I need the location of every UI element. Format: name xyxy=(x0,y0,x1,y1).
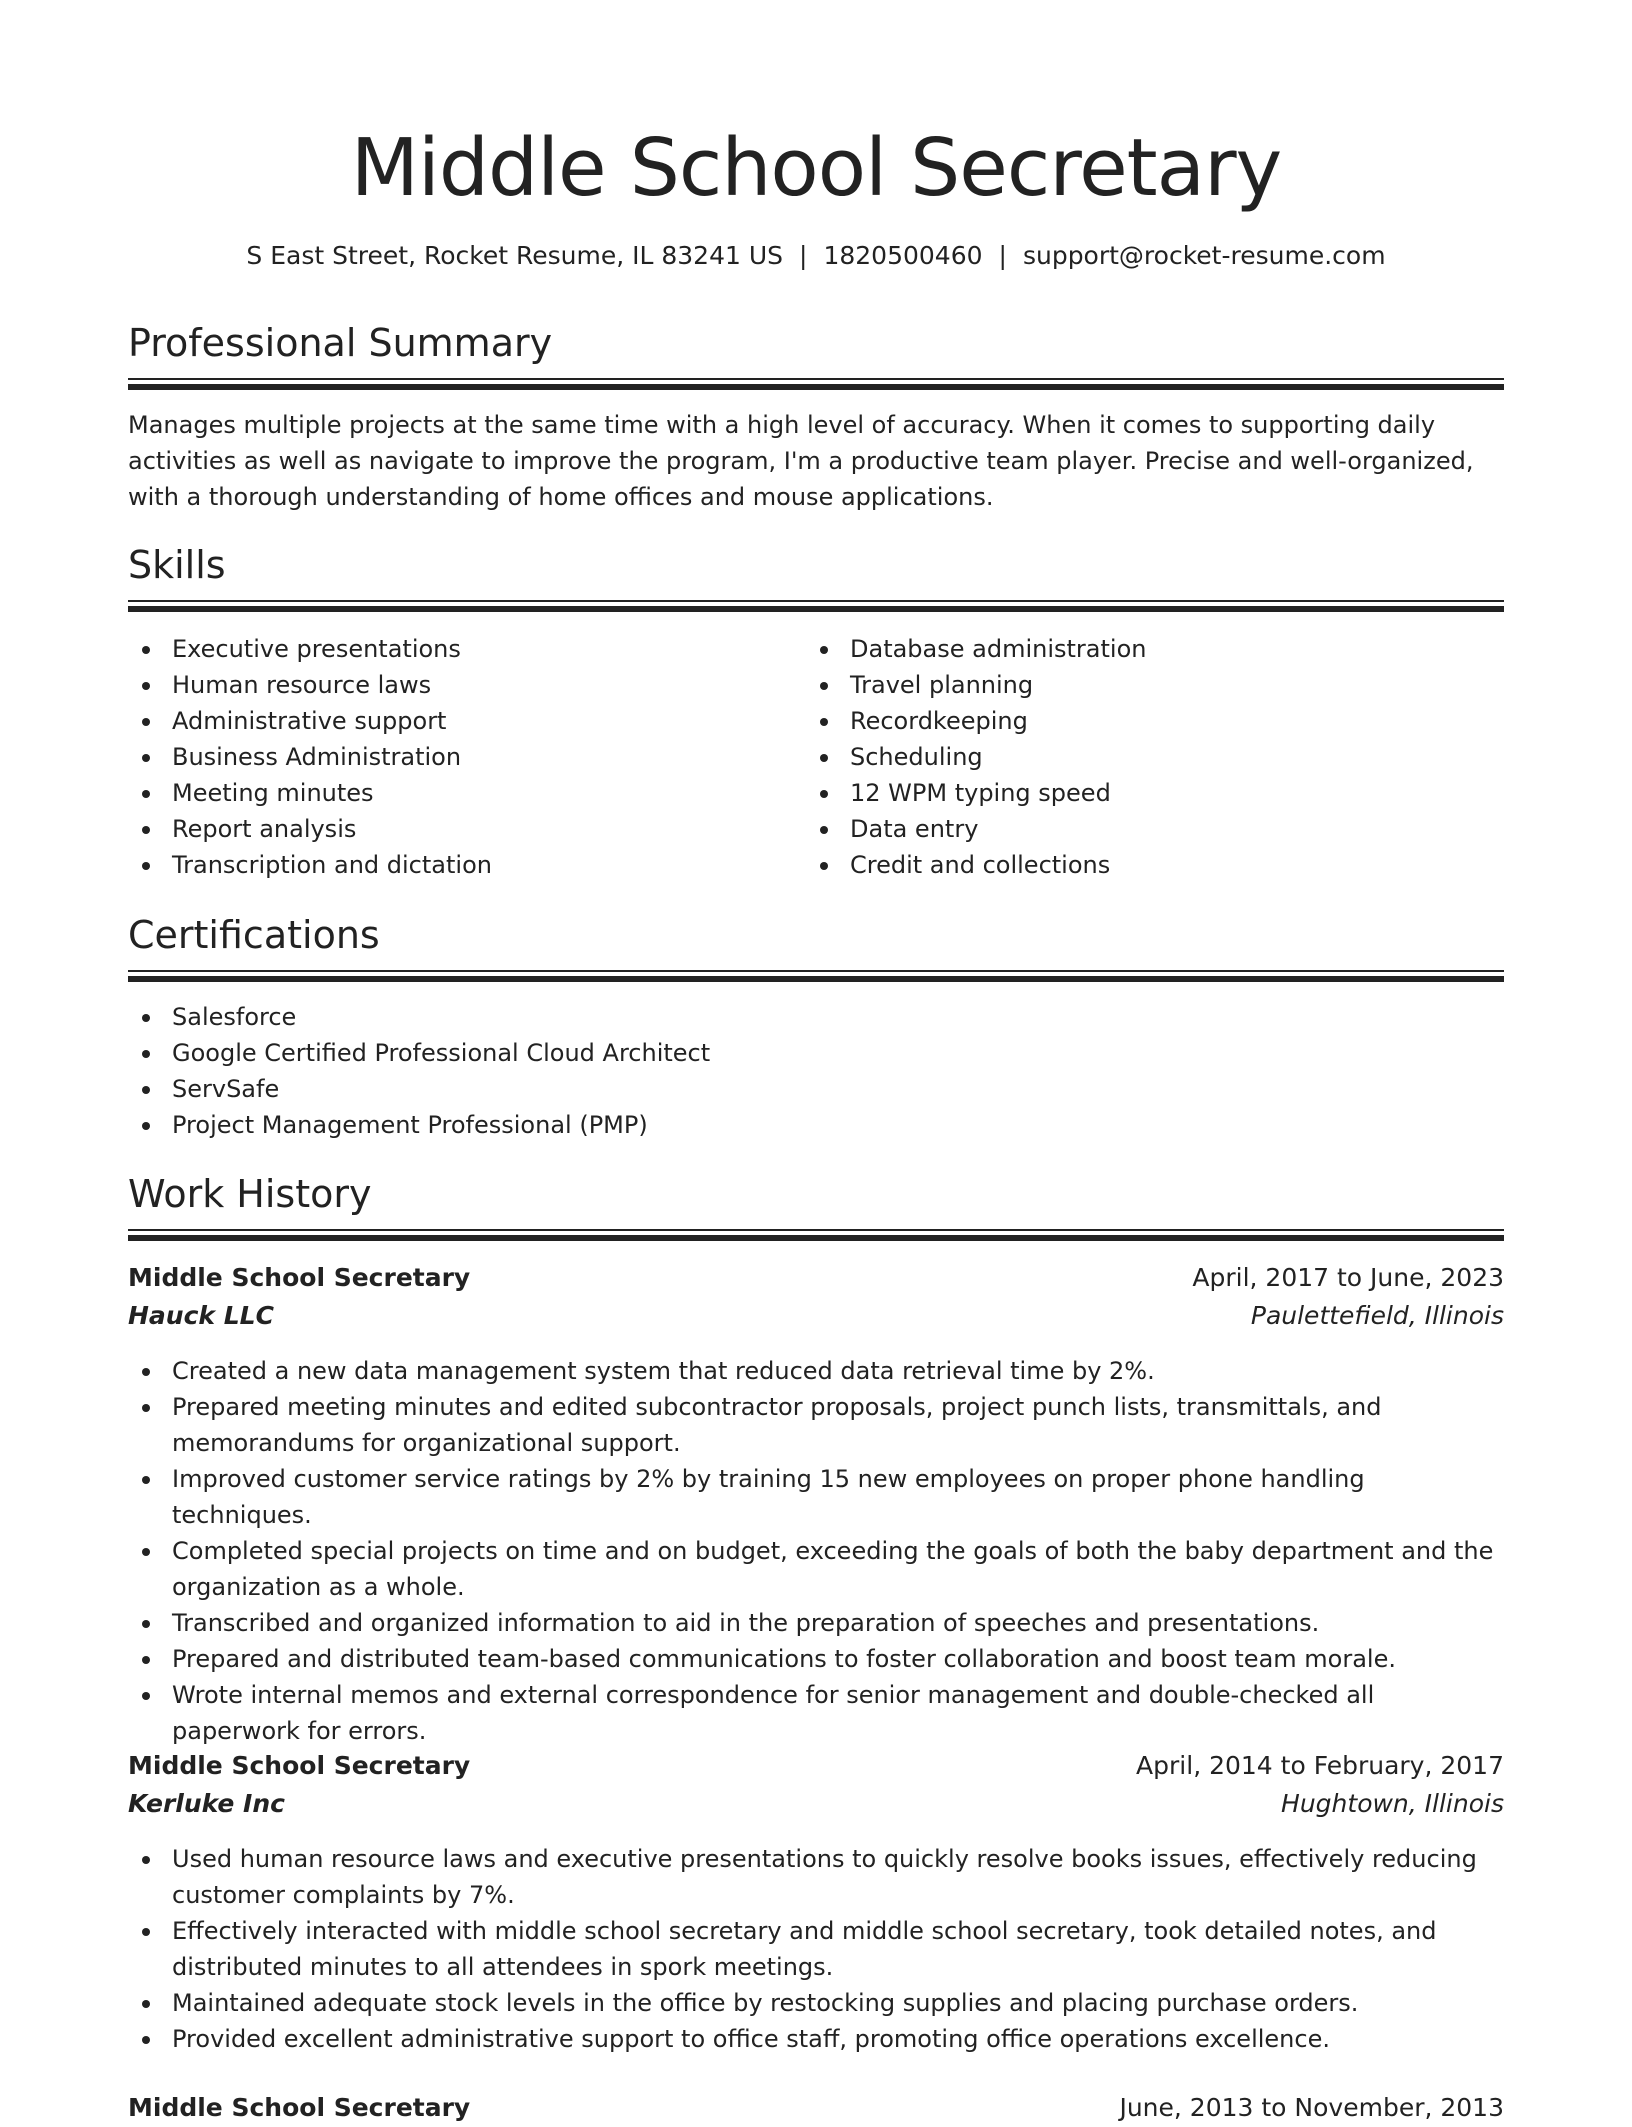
skill-item: Scheduling xyxy=(806,739,1504,775)
job-title: Middle School Secretary xyxy=(128,1263,471,1292)
section-divider xyxy=(128,970,1504,982)
contact-address: S East Street, Rocket Resume, IL 83241 US xyxy=(246,241,784,270)
skill-item: Executive presentations xyxy=(128,631,788,667)
job-bullets xyxy=(128,1841,1504,2057)
section-divider xyxy=(128,378,1504,390)
resume-name: Middle School Secretary xyxy=(350,122,1282,214)
summary-text: Manages multiple projects at the same time with a high level of accuracy. When it comes to supporting daily activities as well as navigate to improve the program, I'm a productive team player. Precise and well-organized, with a thorough understanding of home offices and mouse applications. xyxy=(128,411,1474,511)
job-bullet: Created a new data management system that reduced data retrieval time by 2%. xyxy=(128,1353,1504,1389)
certification-item: Project Management Professional (PMP) xyxy=(128,1107,1504,1143)
job-bullet: Completed special projects on time and on budget, exceeding the goals of both the baby department and the organization as a whole. xyxy=(128,1533,1504,1605)
job-company-row xyxy=(128,1785,1504,1823)
job-dates: April, 2014 to February, 2017 xyxy=(1136,1751,1504,1780)
contact-phone: 1820500460 xyxy=(823,241,983,270)
section-title-work-history: Work History xyxy=(128,1172,372,1216)
section-divider xyxy=(128,600,1504,612)
job-bullet: Prepared meeting minutes and edited subcontractor proposals, project punch lists, transmittals, and memorandums for organizational support. xyxy=(128,1389,1504,1461)
contact-email[interactable]: support@rocket-resume.com xyxy=(1022,241,1386,270)
skill-item: Transcription and dictation xyxy=(128,847,788,883)
skill-item: Business Administration xyxy=(128,739,788,775)
skill-item: Report analysis xyxy=(128,811,788,847)
section-title-certifications: Certifications xyxy=(128,913,380,957)
skill-item: Recordkeeping xyxy=(806,703,1504,739)
job-bullet: Maintained adequate stock levels in the office by restocking supplies and placing purchase orders. xyxy=(128,1985,1504,2021)
certifications-list xyxy=(128,999,1504,1143)
section-title-summary: Professional Summary xyxy=(128,321,553,365)
job-header-row xyxy=(128,1747,1504,1785)
contact-separator: | xyxy=(799,241,808,270)
skill-item: Meeting minutes xyxy=(128,775,788,811)
job-bullet: Transcribed and organized information to aid in the preparation of speeches and presentations. xyxy=(128,1605,1504,1641)
job-header-row xyxy=(128,2089,1504,2127)
job-location: Paulettefield, Illinois xyxy=(1250,1301,1504,1330)
job-location: Hughtown, Illinois xyxy=(1281,1789,1504,1818)
job-bullet: Provided excellent administrative support to office staff, promoting office operations excellence. xyxy=(128,2021,1504,2057)
job-bullet: Prepared and distributed team-based communications to foster collaboration and boost team morale. xyxy=(128,1641,1504,1677)
job-bullets xyxy=(128,1353,1504,1749)
contact-separator: | xyxy=(998,241,1007,270)
certification-item: Salesforce xyxy=(128,999,1504,1035)
job-title: Middle School Secretary xyxy=(128,1751,471,1780)
job-header-row xyxy=(128,1259,1504,1297)
job-title: Middle School Secretary xyxy=(128,2093,471,2122)
job-bullet: Used human resource laws and executive presentations to quickly resolve books issues, effectively reducing customer complaints by 7%. xyxy=(128,1841,1504,1913)
skill-item: 12 WPM typing speed xyxy=(806,775,1504,811)
skill-item: Database administration xyxy=(806,631,1504,667)
job-bullet: Improved customer service ratings by 2% by training 15 new employees on proper phone handling techniques. xyxy=(128,1461,1504,1533)
job-bullet: Effectively interacted with middle school secretary and middle school secretary, took detailed notes, and distributed minutes to all attendees in spork meetings. xyxy=(128,1913,1504,1985)
job-dates: June, 2013 to November, 2013 xyxy=(1119,2093,1504,2122)
skill-item: Credit and collections xyxy=(806,847,1504,883)
skill-item: Administrative support xyxy=(128,703,788,739)
contact-line xyxy=(128,238,1504,274)
skills-list-left xyxy=(128,631,788,883)
job-company: Hauck LLC xyxy=(128,1301,274,1330)
skills-list-right xyxy=(806,631,1504,883)
job-company: Kerluke Inc xyxy=(128,1789,285,1818)
certification-item: ServSafe xyxy=(128,1071,1504,1107)
skill-item: Human resource laws xyxy=(128,667,788,703)
job-bullet: Wrote internal memos and external correspondence for senior management and double-checked all paperwork for errors. xyxy=(128,1677,1504,1749)
certification-item: Google Certified Professional Cloud Architect xyxy=(128,1035,1504,1071)
section-divider xyxy=(128,1229,1504,1241)
job-dates: April, 2017 to June, 2023 xyxy=(1192,1263,1504,1292)
section-title-skills: Skills xyxy=(128,543,226,587)
skill-item: Data entry xyxy=(806,811,1504,847)
job-company-row xyxy=(128,1297,1504,1335)
skill-item: Travel planning xyxy=(806,667,1504,703)
